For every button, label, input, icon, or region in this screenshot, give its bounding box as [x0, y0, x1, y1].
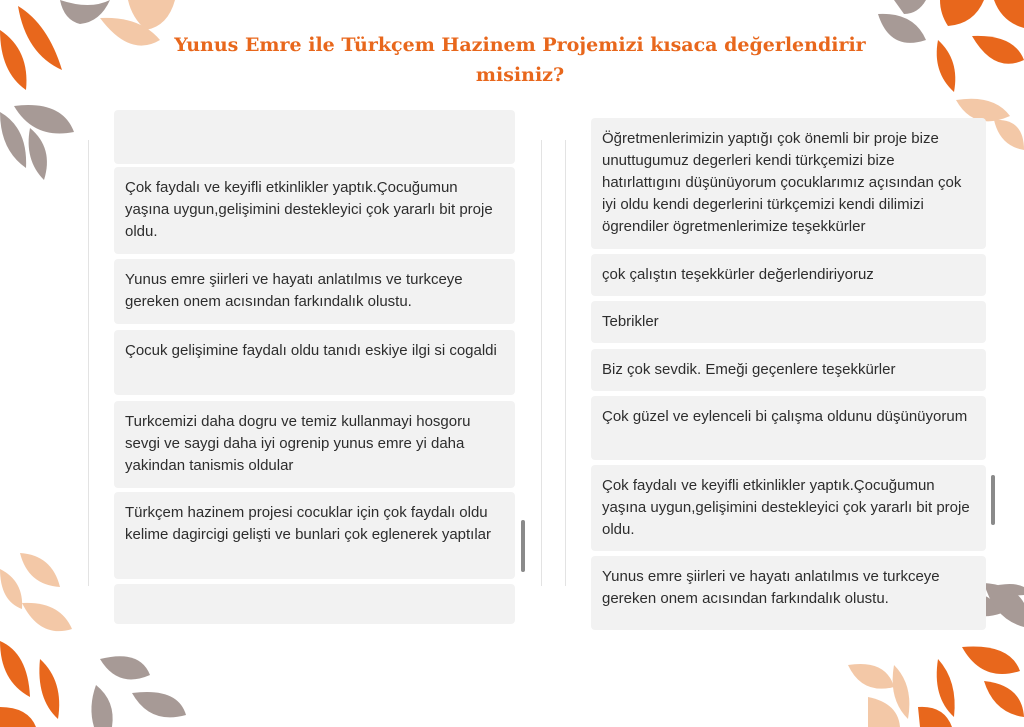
leaf-shape — [91, 685, 112, 727]
response-card — [114, 110, 515, 164]
response-text: Çok güzel ve eylenceli bi çalışma oldunu düşünüyorum — [602, 408, 968, 425]
leaf-shape — [894, 0, 926, 14]
leaf-shape — [0, 112, 26, 168]
response-text: Tebrikler — [602, 313, 659, 330]
response-text: Öğretmenlerimizin yaptığı çok önemli bir proje bize unuttugumuz degerleri kendi türkçemizi bize hatırlattıgını düşünüyorum çocuklarımız açısından çok iyi oldu kendi degerlerini türkçemizi kendi dilimizi ögrendiler ögretmenlerimize teşekkürler — [602, 130, 962, 235]
response-card — [591, 556, 986, 630]
response-text: Biz çok sevdik. Emeği geçenlere teşekkürler — [602, 361, 896, 378]
leaf-shape — [972, 36, 1024, 64]
response-text: Çok faydalı ve keyifli etkinlikler yaptık.Çocuğumun yaşına uygun,gelişimini destekleyici çok yararlı bit proje oldu. — [125, 179, 493, 240]
responses-panel-right[interactable] — [565, 130, 1012, 607]
response-card — [591, 349, 986, 391]
response-text: Yunus emre şiirleri ve hayatı anlatılmıs ve turkceye gereken onem acısından farkındalık olustu. — [125, 271, 463, 310]
response-card — [114, 259, 515, 324]
response-text: çok çalıştın teşekkürler değerlendiriyoruz — [602, 266, 874, 283]
leaf-shape — [878, 14, 926, 43]
leaf-shape — [100, 656, 150, 679]
leaf-shape — [22, 603, 72, 631]
leaf-shape — [14, 105, 74, 133]
leaf-shape — [29, 128, 47, 180]
leaf-shape — [0, 30, 26, 90]
response-card — [114, 584, 515, 624]
leaf-shape — [132, 692, 186, 717]
response-card — [591, 254, 986, 296]
leaf-shape — [918, 707, 952, 727]
response-text: Çok faydalı ve keyifli etkinlikler yaptık.Çocuğumun yaşına uygun,gelişimini destekleyici çok yararlı bit proje oldu. — [602, 477, 970, 538]
response-card — [114, 401, 515, 488]
responses-panel-left[interactable] — [88, 140, 542, 586]
leaf-shape — [0, 707, 36, 727]
scrollbar-thumb[interactable] — [521, 520, 525, 572]
response-text: Yunus emre şiirleri ve hayatı anlatılmıs ve turkceye gereken onem acısından farkındalık olustu. — [602, 568, 940, 607]
response-card — [591, 118, 986, 249]
leaf-shape — [940, 0, 984, 26]
leaf-shape — [893, 665, 910, 719]
leaf-shape — [984, 681, 1024, 717]
response-card — [591, 465, 986, 551]
leaf-shape — [20, 553, 60, 587]
leaf-shape — [18, 6, 62, 70]
leaf-shape — [937, 659, 955, 717]
response-card — [591, 301, 986, 343]
leaf-shape — [0, 641, 30, 697]
page-title: Yunus Emre ile Türkçem Hazinem Projemizi kısaca değerlendirir misiniz? — [174, 34, 866, 86]
response-text: Çocuk gelişimine faydalı oldu tanıdı eskiye ilgi si cogaldi — [125, 342, 497, 359]
leaf-shape — [39, 659, 59, 719]
leaf-shape — [962, 647, 1020, 675]
response-text: Turkcemizi daha dogru ve temiz kullanmayi hosgoru sevgi ve saygi daha iyi ogrenip yunus emre yi daha yakindan tanismis oldular — [125, 413, 471, 474]
leaf-shape — [848, 664, 894, 689]
response-card — [591, 396, 986, 460]
scrollbar-thumb[interactable] — [991, 475, 995, 525]
leaf-shape — [0, 569, 22, 609]
leaf-shape — [994, 0, 1024, 28]
response-text: Türkçem hazinem projesi cocuklar için çok faydalı oldu kelime dagircigi gelişti ve bunlari çok eglenerek yaptılar — [125, 504, 492, 543]
response-card — [114, 330, 515, 395]
leaf-shape — [937, 40, 956, 92]
response-card — [114, 492, 515, 579]
response-card — [114, 167, 515, 254]
leaf-shape — [868, 697, 900, 727]
